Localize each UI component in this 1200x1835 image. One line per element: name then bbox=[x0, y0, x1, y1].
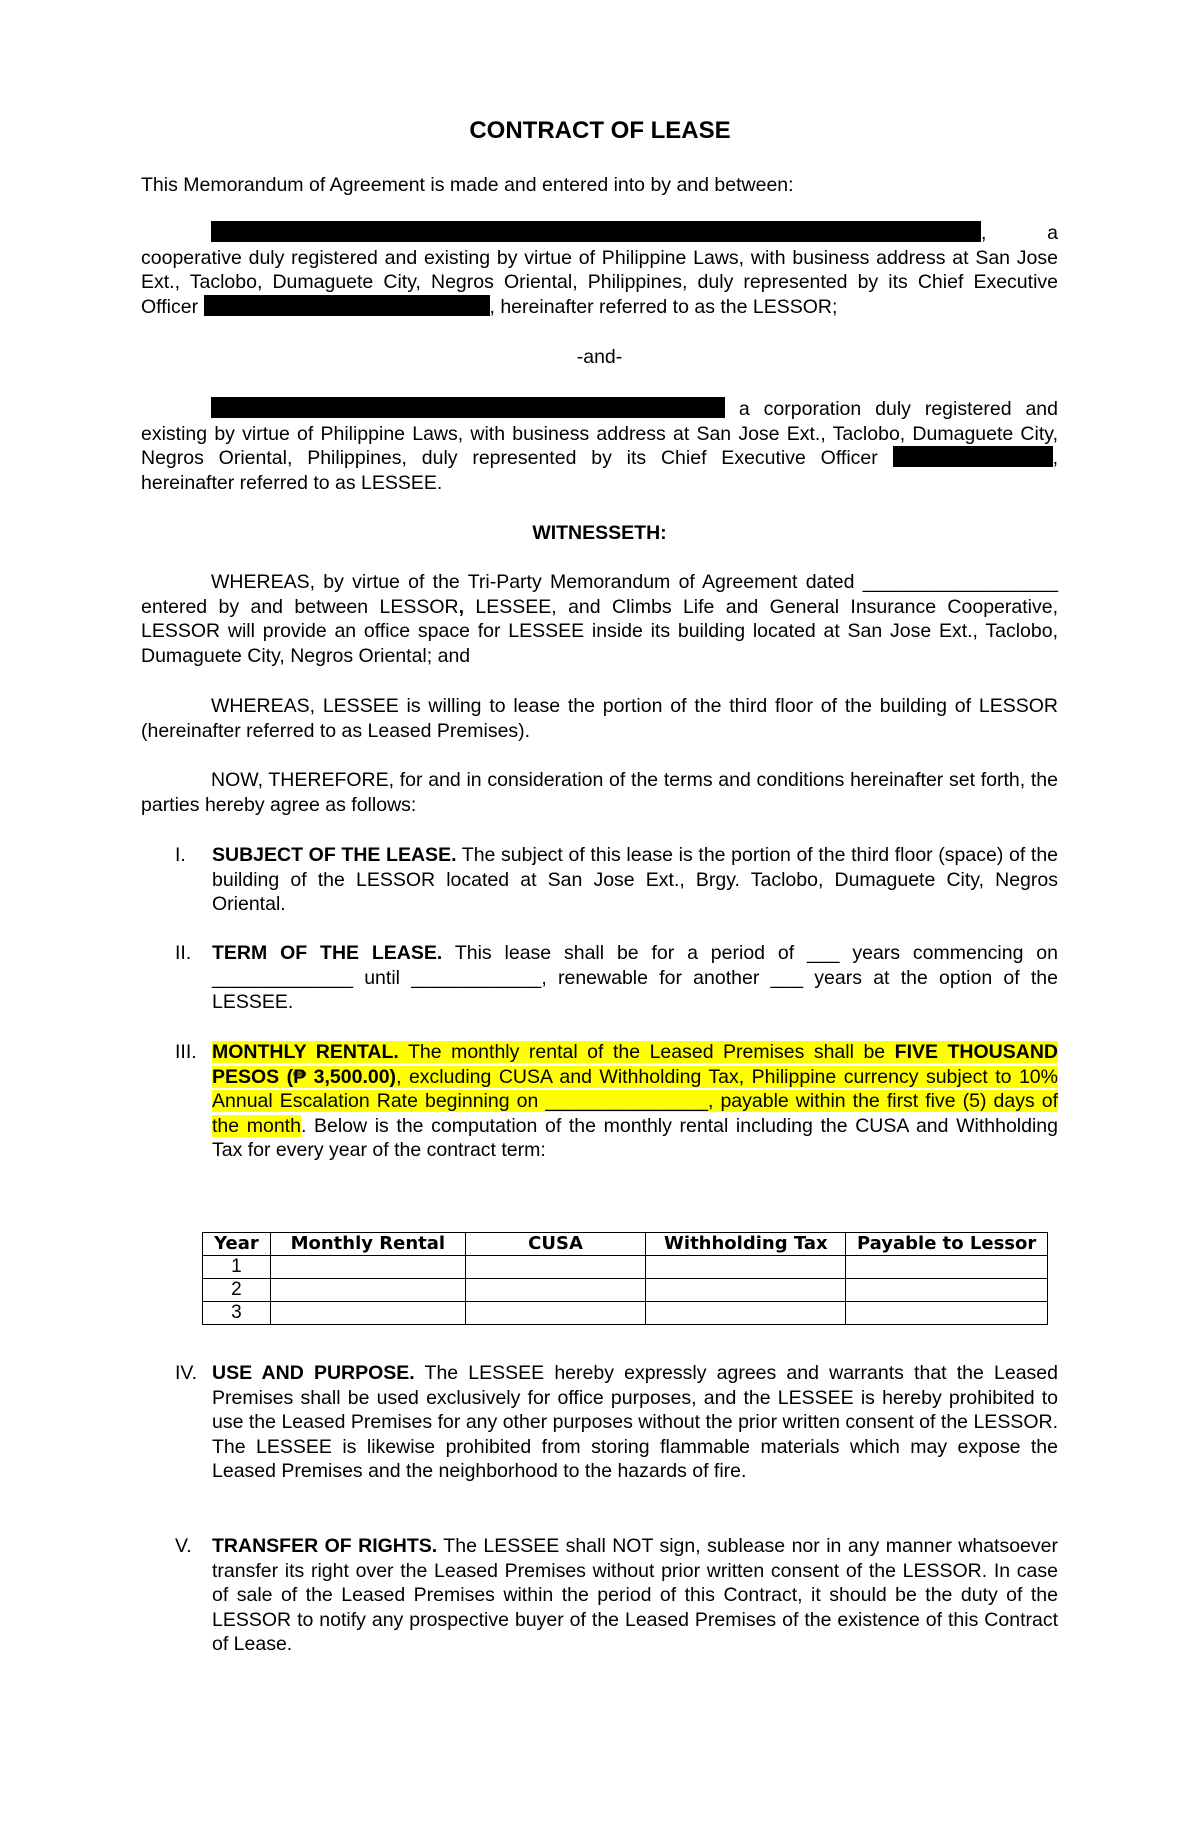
table-cell bbox=[465, 1256, 646, 1279]
col-payable-header: Payable to Lessor bbox=[846, 1233, 1048, 1256]
table-row bbox=[203, 1302, 1048, 1325]
table-cell bbox=[646, 1256, 846, 1279]
lessor-paragraph: , a cooperative duly registered and existing by virtue of Philippine Laws, with business address at San Jose Ext., Taclobo, Dumaguete City, Negros Oriental, Philippines, duly represented by its Chief Executive Officer , hereinafter referred to as the LESSOR; bbox=[141, 222, 1058, 318]
table-row bbox=[203, 1279, 1048, 1302]
redacted-lessee-officer bbox=[893, 446, 1053, 467]
table-cell bbox=[270, 1302, 465, 1325]
col-monthly-rental-header: Monthly Rental bbox=[270, 1233, 465, 1256]
section-transfer-of-rights: V. TRANSFER OF RIGHTS. The LESSEE shall NOT sign, sublease nor in any manner whatsoever transfer its right over the Leased Premises without prior written consent of the LESSOR. In case of sale of the Leased Premises within the period of this Contract, it should be the duty of the LESSOR to notify any prospective buyer of the Leased Premises of the existence of this Contract of Lease. bbox=[175, 1535, 1058, 1656]
whereas-paragraph-1: WHEREAS, by virtue of the Tri-Party Memorandum of Agreement dated __________________ entered by and between LESSOR, LESSEE, and Climbs Life and General Insurance Cooperative, LESSOR will provide an office space for LESSEE inside its building located at San Jose Ext., Taclobo, Dumaguete City, Negros Oriental; and bbox=[141, 571, 1058, 667]
table-header-row bbox=[203, 1233, 1048, 1256]
section-use-and-purpose: IV. USE AND PURPOSE. The LESSEE hereby expressly agrees and warrants that the Leased Premises shall be used exclusively for office purposes, and the LESSEE is hereby prohibited to use the Leased Premises for any other purposes without the prior written consent of the LESSOR. The LESSEE is likewise prohibited from storing flammable materials which may expose the Leased Premises and the neighborhood to the hazards of fire. bbox=[175, 1362, 1058, 1483]
intro-paragraph: This Memorandum of Agreement is made and entered into by and between: bbox=[141, 174, 794, 196]
col-cusa-header: CUSA bbox=[465, 1233, 646, 1256]
whereas-paragraph-2: WHEREAS, LESSEE is willing to lease the portion of the third floor of the building of LESSOR (hereinafter referred to as Leased Premises). bbox=[141, 695, 1058, 742]
table-cell bbox=[646, 1279, 846, 1302]
table-cell bbox=[465, 1279, 646, 1302]
now-therefore-paragraph: NOW, THEREFORE, for and in consideration of the terms and conditions hereinafter set forth, the parties hereby agree as follows: bbox=[141, 769, 1058, 816]
year-cell: 3 bbox=[203, 1302, 271, 1325]
table-cell bbox=[270, 1279, 465, 1302]
year-cell: 1 bbox=[203, 1256, 271, 1279]
table-cell bbox=[465, 1302, 646, 1325]
rental-computation-table bbox=[202, 1232, 1048, 1325]
table-cell bbox=[270, 1256, 465, 1279]
witnesseth-heading: WITNESSETH: bbox=[532, 522, 667, 544]
redacted-lessee-name bbox=[211, 397, 725, 418]
table-cell bbox=[846, 1256, 1048, 1279]
table-cell bbox=[646, 1302, 846, 1325]
and-separator: -and- bbox=[576, 346, 623, 368]
section-term-of-lease: II. TERM OF THE LEASE. This lease shall be for a period of ___ years commencing on _____________ until ____________, renewable for another ___ years at the option of the LESSEE. bbox=[175, 942, 1058, 1014]
col-year-header: Year bbox=[203, 1233, 271, 1256]
col-withholding-tax-header: Withholding Tax bbox=[646, 1233, 846, 1256]
document-title: CONTRACT OF LEASE bbox=[469, 117, 731, 144]
table-cell bbox=[846, 1279, 1048, 1302]
lessee-paragraph: a corporation duly registered and existing by virtue of Philippine Laws, with business address at San Jose Ext., Taclobo, Dumaguete City, Negros Oriental, Philippines, duly represented by its Chief Executive Officer , hereinafter referred to as LESSEE. bbox=[141, 398, 1058, 494]
year-cell: 2 bbox=[203, 1279, 271, 1302]
section-monthly-rental: III. MONTHLY RENTAL. The monthly rental of the Leased Premises shall be FIVE THOUSAND PESOS (₱ 3,500.00), excluding CUSA and Withholding Tax, Philippine currency subject to 10% Annual Escalation Rate beginning on _______________, payable within the first five (5) days of the month. Below is the computation of the monthly rental including the CUSA and Withholding Tax for every year of the contract term: bbox=[175, 1041, 1059, 1162]
section-subject-of-lease: I. SUBJECT OF THE LEASE. The subject of this lease is the portion of the third floor (space) of the building of the LESSOR located at San Jose Ext., Brgy. Taclobo, Dumaguete City, Negros Oriental. bbox=[175, 844, 1059, 916]
redacted-lessor-name bbox=[211, 221, 981, 242]
highlighted-rental-terms: MONTHLY RENTAL. The monthly rental of the Leased Premises shall be FIVE THOUSAND PESOS (₱ 3,500.00), excluding CUSA and Withholding Tax, Philippine currency subject to 10% Annual Escalation Rate beginning on _______________, payable within the first five (5) days of the month bbox=[212, 1041, 1059, 1137]
table-row bbox=[203, 1256, 1048, 1279]
table-cell bbox=[846, 1302, 1048, 1325]
redacted-lessor-officer bbox=[204, 295, 490, 316]
